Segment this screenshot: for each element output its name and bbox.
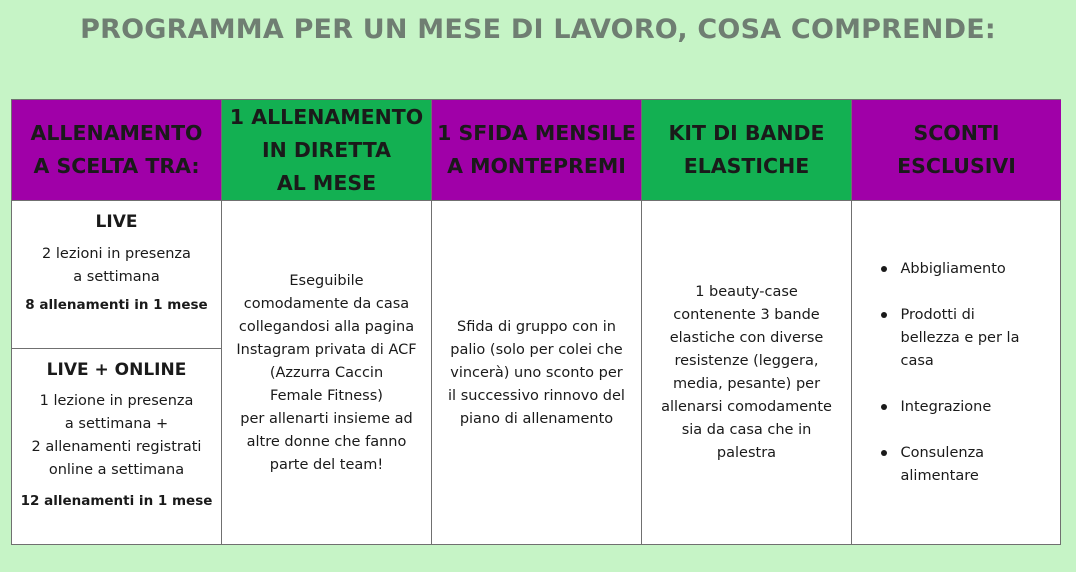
header-sconti: SCONTI ESCLUSIVI <box>852 100 1061 200</box>
list-item: Abbigliamento <box>877 258 1037 281</box>
live-online-option-cell <box>12 349 222 545</box>
header-allenamento: ALLENAMENTO A SCELTA TRA: <box>12 100 222 200</box>
live-option-cell <box>12 201 222 349</box>
diretta-text: Eseguibile comodamente da casa collegandosi alla pagina Instagram privata di ACF (Azzurra Caccin Female Fitness) per allenarti insieme ad altre donne che fanno parte del team! <box>236 272 417 473</box>
sfida-text: Sfida di gruppo con in palio (solo per colei che vincerà) uno sconto per il successivo rinnovo del piano di allenamento <box>448 318 625 427</box>
sfida-description <box>432 201 642 545</box>
program-table <box>11 99 1061 545</box>
header-sfida: 1 SFIDA MENSILE A MONTEPREMI <box>432 100 642 200</box>
live-count: 8 allenamenti in 1 mese <box>25 297 208 313</box>
sconti-description <box>852 201 1061 545</box>
header-kit: KIT DI BANDE ELASTICHE <box>642 100 852 200</box>
live-text: 2 lezioni in presenza a settimana <box>42 246 191 285</box>
sconti-list <box>877 235 1037 511</box>
diretta-description <box>222 201 432 545</box>
live-online-title: LIVE + ONLINE <box>46 360 187 380</box>
live-online-text: 1 lezione in presenza a settimana + 2 allenamenti registrati online a settimana <box>31 393 202 478</box>
live-title: LIVE <box>95 212 138 232</box>
list-item: Consulenza alimentare <box>877 442 1037 488</box>
live-online-count: 12 allenamenti in 1 mese <box>20 493 213 509</box>
kit-text: 1 beauty-case contenente 3 bande elastiche con diverse resistenze (leggera, media, pesante) per allenarsi comodamente sia da casa che in palestra <box>661 284 832 461</box>
kit-description <box>642 201 852 545</box>
list-item: Integrazione <box>877 396 1037 419</box>
list-item: Prodotti di bellezza e per la casa <box>877 304 1037 373</box>
page-title: PROGRAMMA PER UN MESE DI LAVORO, COSA COMPRENDE: <box>80 14 996 45</box>
header-diretta: 1 ALLENAMENTO IN DIRETTA AL MESE <box>222 100 432 200</box>
header-row <box>12 100 1060 201</box>
